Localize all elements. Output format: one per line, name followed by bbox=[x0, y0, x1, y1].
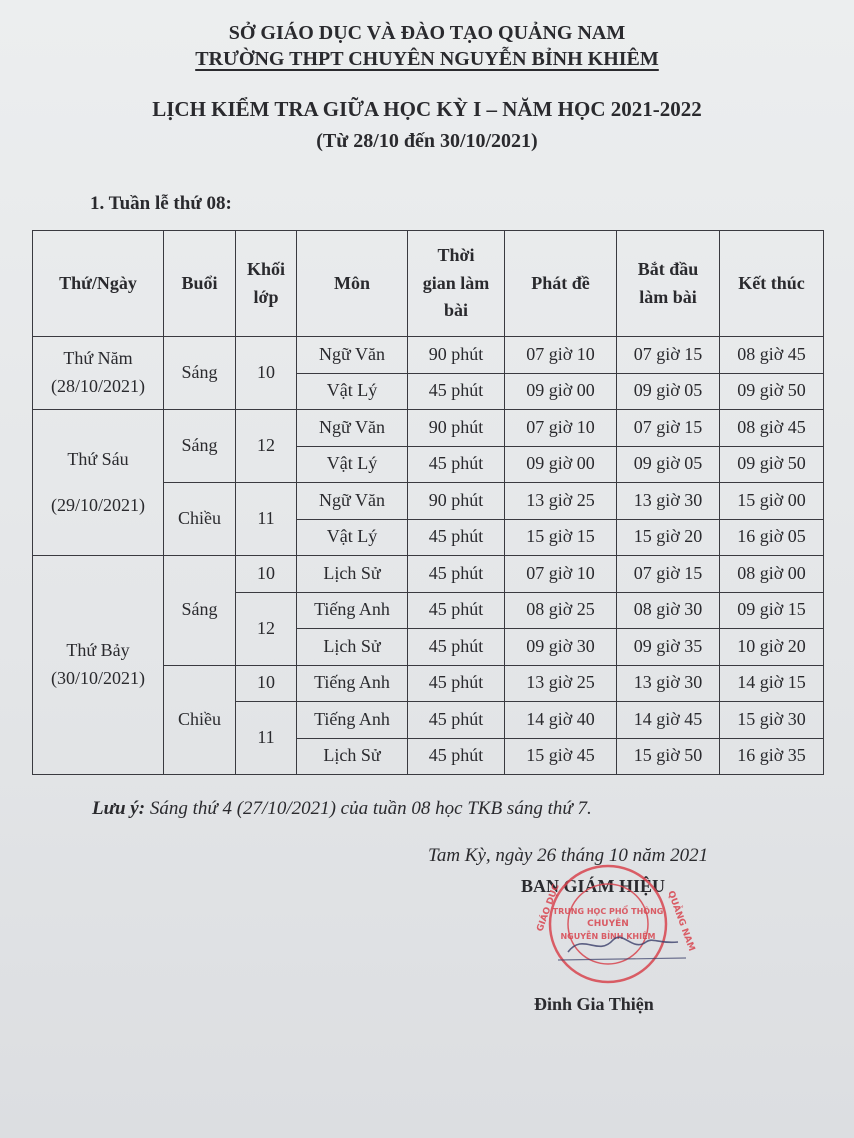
start-cell: 13 giờ 30 bbox=[617, 665, 720, 702]
end-cell: 10 giờ 20 bbox=[720, 629, 824, 666]
subject-cell: Tiếng Anh bbox=[297, 702, 408, 739]
header-distribute: Phát đề bbox=[505, 231, 617, 337]
distribute-cell: 14 giờ 40 bbox=[505, 702, 617, 739]
duration-cell: 45 phút bbox=[408, 519, 505, 556]
duration-cell: 45 phút bbox=[408, 629, 505, 666]
header-grade-line1: Khối bbox=[246, 258, 285, 279]
start-cell: 13 giờ 30 bbox=[617, 483, 720, 520]
place-date: Tam Kỳ, ngày 26 tháng 10 năm 2021 bbox=[428, 845, 709, 866]
signer-name: Đinh Gia Thiện bbox=[534, 994, 654, 1014]
duration-cell: 90 phút bbox=[408, 337, 505, 374]
document-title: LỊCH KIỂM TRA GIỮA HỌC KỲ I – NĂM HỌC 2021-2022 bbox=[152, 97, 702, 121]
note-label: Lưu ý: bbox=[92, 798, 146, 819]
start-cell: 15 giờ 50 bbox=[617, 738, 720, 775]
end-cell: 08 giờ 00 bbox=[720, 556, 824, 593]
distribute-cell: 08 giờ 25 bbox=[505, 592, 617, 629]
board-title: BAN GIÁM HIỆU bbox=[521, 876, 666, 896]
grade-cell: 11 bbox=[236, 483, 297, 556]
day-date: (29/10/2021) bbox=[51, 494, 145, 515]
section-heading: 1. Tuần lễ thứ 08: bbox=[90, 193, 232, 214]
svg-text:NGUYỄN BỈNH KHIÊM: NGUYỄN BỈNH KHIÊM bbox=[560, 932, 656, 941]
school-name: TRƯỜNG THPT CHUYÊN NGUYỄN BỈNH KHIÊM bbox=[195, 48, 659, 70]
note bbox=[92, 798, 592, 820]
day-cell bbox=[33, 337, 164, 410]
subject-cell: Vật Lý bbox=[297, 519, 408, 556]
subject-cell: Lịch Sử bbox=[297, 629, 408, 666]
start-cell: 07 giờ 15 bbox=[617, 337, 720, 374]
start-cell: 09 giờ 05 bbox=[617, 373, 720, 410]
table-row bbox=[33, 337, 824, 374]
header-subject: Môn bbox=[297, 231, 408, 337]
header-start bbox=[617, 231, 720, 337]
duration-cell: 45 phút bbox=[408, 373, 505, 410]
start-cell: 15 giờ 20 bbox=[617, 519, 720, 556]
svg-text:CHUYÊN: CHUYÊN bbox=[587, 919, 629, 929]
distribute-cell: 09 giờ 30 bbox=[505, 629, 617, 666]
subject-cell: Ngữ Văn bbox=[297, 337, 408, 374]
distribute-cell: 09 giờ 00 bbox=[505, 446, 617, 483]
table-row bbox=[33, 410, 824, 447]
session-cell: Sáng bbox=[164, 337, 236, 410]
header-duration bbox=[408, 231, 505, 337]
end-cell: 08 giờ 45 bbox=[720, 337, 824, 374]
end-cell: 09 giờ 50 bbox=[720, 446, 824, 483]
distribute-cell: 09 giờ 00 bbox=[505, 373, 617, 410]
header-duration-line1: Thời bbox=[437, 244, 475, 265]
header-end: Kết thúc bbox=[720, 231, 824, 337]
session-cell: Chiều bbox=[164, 483, 236, 556]
subject-cell: Vật Lý bbox=[297, 373, 408, 410]
grade-cell: 10 bbox=[236, 337, 297, 410]
subject-cell: Ngữ Văn bbox=[297, 410, 408, 447]
header-start-line1: Bắt đầu bbox=[637, 258, 699, 279]
svg-text:GIÁO DỤC: GIÁO DỤC bbox=[535, 882, 562, 934]
end-cell: 14 giờ 15 bbox=[720, 665, 824, 702]
table-row bbox=[33, 556, 824, 593]
session-cell: Chiều bbox=[164, 665, 236, 775]
subject-cell: Lịch Sử bbox=[297, 556, 408, 593]
duration-cell: 45 phút bbox=[408, 446, 505, 483]
distribute-cell: 13 giờ 25 bbox=[505, 483, 617, 520]
start-cell: 09 giờ 05 bbox=[617, 446, 720, 483]
end-cell: 16 giờ 35 bbox=[720, 738, 824, 775]
day-cell bbox=[33, 556, 164, 775]
department-heading: SỞ GIÁO DỤC VÀ ĐÀO TẠO QUẢNG NAM bbox=[228, 22, 626, 44]
header-start-line2: làm bài bbox=[639, 286, 697, 307]
svg-text:QUẢNG NAM: QUẢNG NAM bbox=[665, 889, 697, 953]
distribute-cell: 07 giờ 10 bbox=[505, 556, 617, 593]
day-cell bbox=[33, 410, 164, 556]
distribute-cell: 13 giờ 25 bbox=[505, 665, 617, 702]
start-cell: 07 giờ 15 bbox=[617, 410, 720, 447]
end-cell: 16 giờ 05 bbox=[720, 519, 824, 556]
subject-cell: Ngữ Văn bbox=[297, 483, 408, 520]
distribute-cell: 15 giờ 15 bbox=[505, 519, 617, 556]
subject-cell: Tiếng Anh bbox=[297, 665, 408, 702]
day-date: (30/10/2021) bbox=[51, 668, 145, 688]
header-duration-line2: gian làm bbox=[422, 272, 490, 293]
day-date: (28/10/2021) bbox=[51, 376, 145, 396]
session-cell: Sáng bbox=[164, 556, 236, 666]
start-cell: 07 giờ 15 bbox=[617, 556, 720, 593]
duration-cell: 90 phút bbox=[408, 483, 505, 520]
exam-schedule-table bbox=[32, 230, 824, 775]
day-name: Thứ Bảy bbox=[66, 640, 130, 661]
note-text: Sáng thứ 4 (27/10/2021) của tuần 08 học TKB sáng thứ 7. bbox=[149, 798, 592, 819]
end-cell: 09 giờ 15 bbox=[720, 592, 824, 629]
header-session: Buổi bbox=[164, 231, 236, 337]
duration-cell: 90 phút bbox=[408, 410, 505, 447]
subject-cell: Vật Lý bbox=[297, 446, 408, 483]
duration-cell: 45 phút bbox=[408, 738, 505, 775]
day-name: Thứ Năm bbox=[63, 348, 133, 369]
header-grade bbox=[236, 231, 297, 337]
subject-cell: Lịch Sử bbox=[297, 738, 408, 775]
subject-cell: Tiếng Anh bbox=[297, 592, 408, 629]
distribute-cell: 07 giờ 10 bbox=[505, 410, 617, 447]
grade-cell: 11 bbox=[236, 702, 297, 775]
end-cell: 15 giờ 00 bbox=[720, 483, 824, 520]
header-duration-line3: bài bbox=[443, 300, 468, 321]
duration-cell: 45 phút bbox=[408, 702, 505, 739]
day-name: Thứ Sáu bbox=[67, 448, 129, 469]
date-range: (Từ 28/10 đến 30/10/2021) bbox=[316, 130, 538, 152]
duration-cell: 45 phút bbox=[408, 556, 505, 593]
distribute-cell: 15 giờ 45 bbox=[505, 738, 617, 775]
duration-cell: 45 phút bbox=[408, 592, 505, 629]
header-grade-line2: lớp bbox=[253, 286, 279, 307]
end-cell: 15 giờ 30 bbox=[720, 702, 824, 739]
grade-cell: 12 bbox=[236, 592, 297, 665]
grade-cell: 12 bbox=[236, 410, 297, 483]
end-cell: 09 giờ 50 bbox=[720, 373, 824, 410]
distribute-cell: 07 giờ 10 bbox=[505, 337, 617, 374]
header-day: Thứ/Ngày bbox=[33, 231, 164, 337]
school-heading bbox=[0, 48, 854, 71]
header-row bbox=[33, 231, 824, 337]
start-cell: 09 giờ 35 bbox=[617, 629, 720, 666]
start-cell: 14 giờ 45 bbox=[617, 702, 720, 739]
end-cell: 08 giờ 45 bbox=[720, 410, 824, 447]
session-cell: Sáng bbox=[164, 410, 236, 483]
grade-cell: 10 bbox=[236, 665, 297, 702]
start-cell: 08 giờ 30 bbox=[617, 592, 720, 629]
grade-cell: 10 bbox=[236, 556, 297, 593]
svg-text:TRUNG HỌC PHỔ THÔNG: TRUNG HỌC PHỔ THÔNG bbox=[552, 907, 664, 916]
duration-cell: 45 phút bbox=[408, 665, 505, 702]
